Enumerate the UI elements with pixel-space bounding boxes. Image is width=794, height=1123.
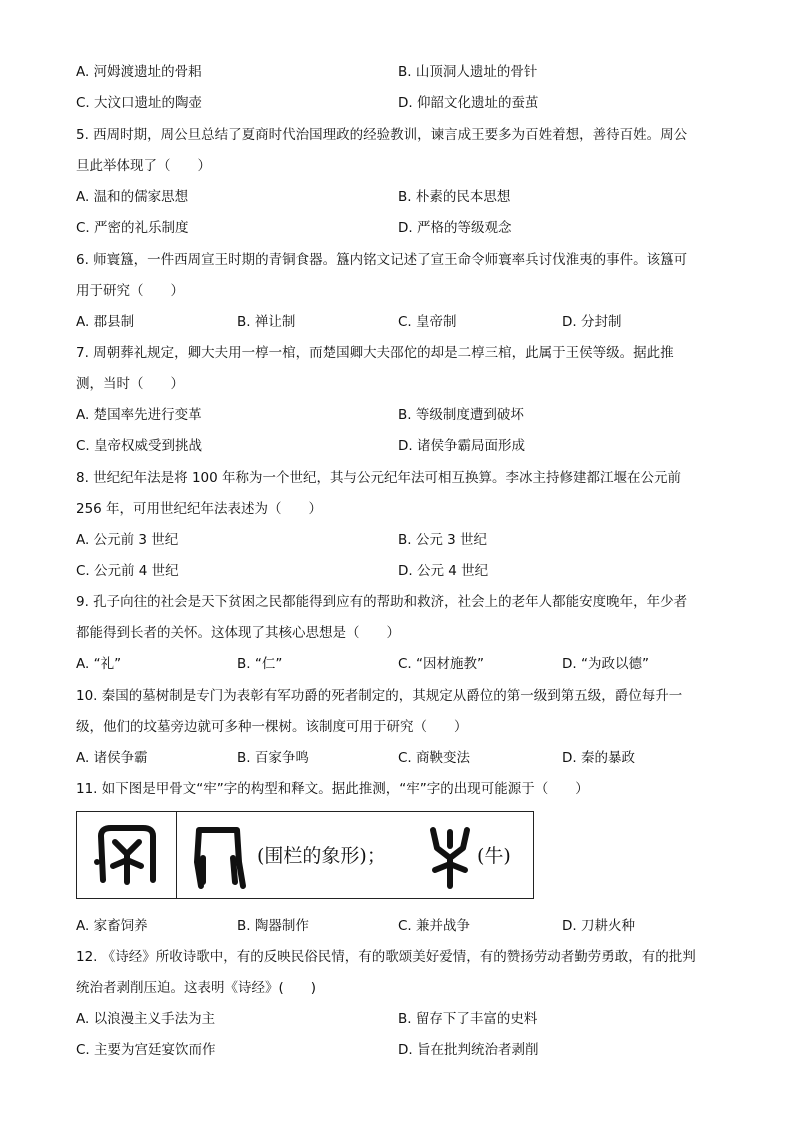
q9-option-a[interactable]: A. “礼” [76,656,122,672]
q12-stem-line1: 12. 《诗经》所收诗歌中，有的反映民俗民情，有的歌颂美好爱情，有的赞扬劳动者勤劳勇敢，有的批判 [76,949,696,965]
q8-option-a[interactable]: A. 公元前 3 世纪 [76,532,179,548]
q8-option-b[interactable]: B. 公元 3 世纪 [398,532,488,548]
q8-option-c[interactable]: C. 公元前 4 世纪 [76,563,179,579]
q11-option-a[interactable]: A. 家畜饲养 [76,918,148,934]
q6-stem-line1: 6. 师寰簋，一件西周宣王时期的青铜食器。簋内铭文记述了宣王命令师寰率兵讨伐淮夷的事件。该簋可 [76,252,688,268]
ox-glyph [425,824,475,890]
q12-option-b[interactable]: B. 留存下了丰富的史料 [398,1011,538,1027]
q6-option-d[interactable]: D. 分封制 [562,314,622,330]
q4-option-c[interactable]: C. 大汶口遗址的陶壶 [76,95,203,111]
q12-stem-line2: 统治者剥削压迫。这表明《诗经》( ) [76,980,317,996]
q9-option-c[interactable]: C. “因材施教” [398,656,484,672]
q8-option-d[interactable]: D. 公元 4 世纪 [398,563,489,579]
q5-option-b[interactable]: B. 朴素的民本思想 [398,189,511,205]
q6-option-a[interactable]: A. 郡县制 [76,314,135,330]
q5-option-a[interactable]: A. 温和的儒家思想 [76,189,189,205]
q9-option-b[interactable]: B. “仁” [237,656,283,672]
q7-option-b[interactable]: B. 等级制度遭到破坏 [398,407,524,423]
q5-stem-line2: 旦此举体现了（ ） [76,158,211,174]
q10-option-a[interactable]: A. 诸侯争霸 [76,750,148,766]
q11-stem-line1: 11. 如下图是甲骨文“牢”字的构型和释文。据此推测，“牢”字的出现可能源于（ ） [76,781,589,797]
q8-stem-line2: 256 年，可用世纪纪年法表述为（ ） [76,501,323,517]
q12-option-d[interactable]: D. 旨在批判统治者剥削 [398,1042,539,1058]
oracle-bone-lao-glyph [91,822,163,890]
q9-stem-line1: 9. 孔子向往的社会是天下贫困之民都能得到应有的帮助和救济，社会上的老年人都能安度晚年，年少者 [76,594,688,610]
q7-stem-line2: 测，当时（ ） [76,376,184,392]
q7-option-a[interactable]: A. 楚国率先进行变革 [76,407,202,423]
q11-option-c[interactable]: C. 兼并战争 [398,918,471,934]
q6-stem-line2: 用于研究（ ） [76,283,184,299]
q8-stem-line1: 8. 世纪纪年法是将 100 年称为一个世纪，其与公元纪年法可相互换算。李冰主持修建都江堰在公元前 [76,470,682,486]
figure-note-ox: (牛) [477,845,511,867]
q4-option-d[interactable]: D. 仰韶文化遗址的蚕茧 [398,95,539,111]
q4-option-a[interactable]: A. 河姆渡遗址的骨耜 [76,64,202,80]
q12-option-c[interactable]: C. 主要为宫廷宴饮而作 [76,1042,216,1058]
q7-stem-line1: 7. 周朝葬礼规定，卿大夫用一椁一棺，而楚国卿大夫邵佗的却是二椁三棺，此属于王侯等级。据此推 [76,345,674,361]
figure-divider [176,812,177,898]
q7-option-c[interactable]: C. 皇帝权威受到挑战 [76,438,203,454]
q9-option-d[interactable]: D. “为政以德” [562,656,649,672]
q10-option-c[interactable]: C. 商鞅变法 [398,750,471,766]
figure-note-enclosure: (围栏的象形)； [257,845,386,867]
q12-option-a[interactable]: A. 以浪漫主义手法为主 [76,1011,216,1027]
q5-stem-line1: 5. 西周时期，周公旦总结了夏商时代治国理政的经验教训，谏言成王要多为百姓着想，善待百姓。周公 [76,127,688,143]
q10-option-b[interactable]: B. 百家争鸣 [237,750,309,766]
q10-stem-line1: 10. 秦国的墓树制是专门为表彰有军功爵的死者制定的，其规定从爵位的第一级到第五级，爵位每升一 [76,688,683,704]
q11-option-b[interactable]: B. 陶器制作 [237,918,309,934]
q7-option-d[interactable]: D. 诸侯争霸局面形成 [398,438,525,454]
q9-stem-line2: 都能得到长者的关怀。这体现了其核心思想是（ ） [76,625,400,641]
q10-option-d[interactable]: D. 秦的暴政 [562,750,635,766]
q10-stem-line2: 级，他们的坟墓旁边就可多种一棵树。该制度可用于研究（ ） [76,719,468,735]
q6-option-b[interactable]: B. 禅让制 [237,314,296,330]
q5-option-d[interactable]: D. 严格的等级观念 [398,220,512,236]
q6-option-c[interactable]: C. 皇帝制 [398,314,457,330]
oracle-bone-figure [76,811,534,899]
q4-option-b[interactable]: B. 山顶洞人遗址的骨针 [398,64,538,80]
q5-option-c[interactable]: C. 严密的礼乐制度 [76,220,189,236]
q11-option-d[interactable]: D. 刀耕火种 [562,918,635,934]
enclosure-glyph [189,822,249,892]
